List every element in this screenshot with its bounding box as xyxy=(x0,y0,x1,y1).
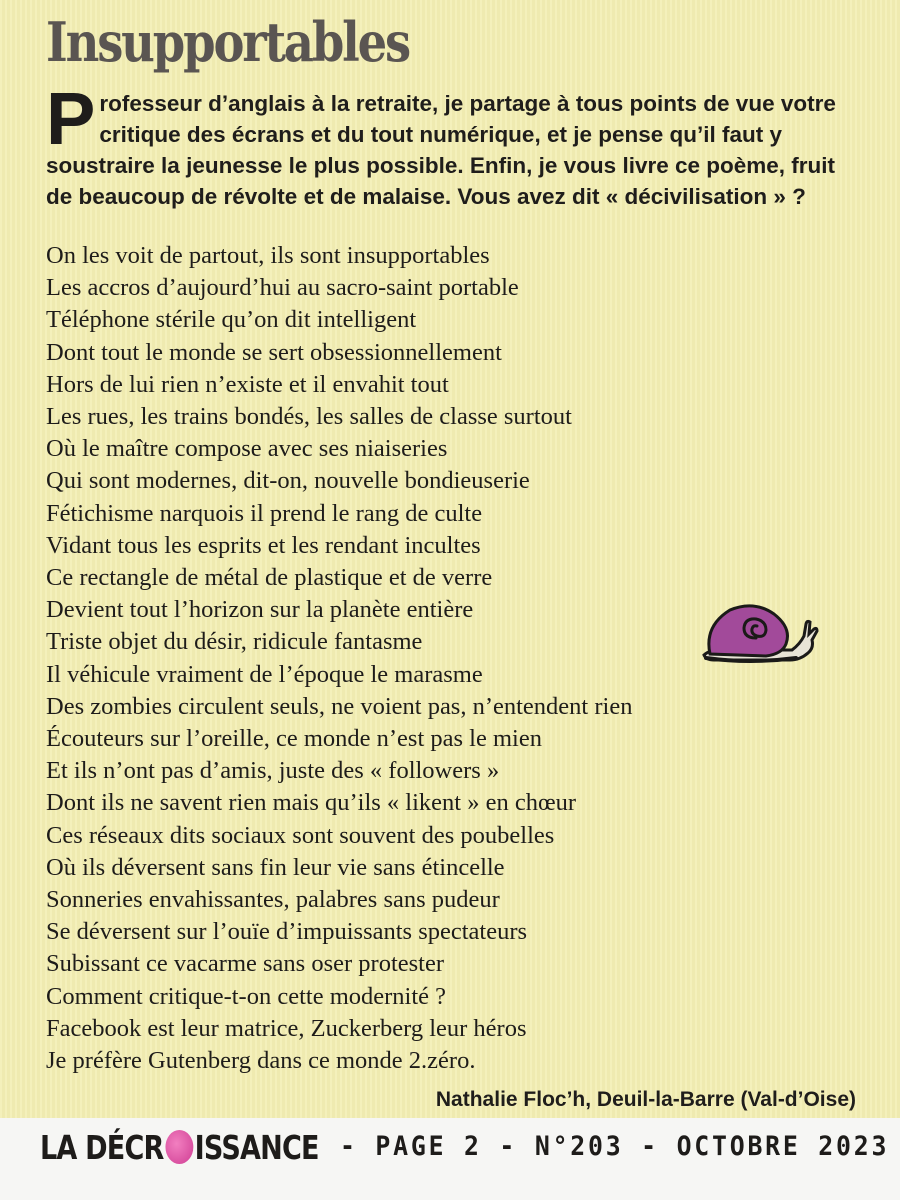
poem-line: Dont tout le monde se sert obsessionnellement xyxy=(46,338,502,366)
poem-line: Ces réseaux dits sociaux sont souvent des poubelles xyxy=(46,821,555,849)
author-signature: Nathalie Floc’h, Deuil-la-Barre (Val-d’Oise) xyxy=(435,1088,856,1111)
poem-line: Les accros d’aujourd’hui au sacro-saint portable xyxy=(46,274,519,302)
poem-line: Et ils n’ont pas d’amis, juste des « followers » xyxy=(46,757,500,785)
poem-line: Devient tout l’horizon sur la planète entière xyxy=(46,596,474,624)
poem-line: Facebook est leur matrice, Zuckerberg leur héros xyxy=(46,1014,527,1042)
poem-line: Dont ils ne savent rien mais qu’ils « likent » en chœur xyxy=(46,789,577,817)
poem-line: Hors de lui rien n’existe et il envahit tout xyxy=(46,370,449,398)
logo-dot-icon xyxy=(165,1130,193,1164)
poem-line: Vidant tous les esprits et les rendant incultes xyxy=(46,531,481,559)
poem-line: Où le maître compose avec ses niaiseries xyxy=(46,435,448,463)
poem-line: Comment critique-t-on cette modernité ? xyxy=(46,982,447,1010)
poem-line: Fétichisme narquois il prend le rang de culte xyxy=(46,499,483,527)
article-title: Insupportables xyxy=(46,10,410,74)
poem-line: Sonneries envahissantes, palabres sans pudeur xyxy=(46,886,500,914)
poem-line: Des zombies circulent seuls, ne voient pas, n’entendent rien xyxy=(46,692,633,720)
poem-line: Se déversent sur l’ouïe d’impuissants spectateurs xyxy=(46,918,528,946)
poem-line: Les rues, les trains bondés, les salles de classe surtout xyxy=(46,403,572,431)
snail-icon xyxy=(700,598,824,666)
poem-line: Triste objet du désir, ridicule fantasme xyxy=(46,628,423,656)
page-info: - PAGE 2 - N°203 - OCTOBRE 2023 xyxy=(340,1131,890,1162)
poem-line: Où ils déversent sans fin leur vie sans étincelle xyxy=(46,853,505,881)
poem-line: Il véhicule vraiment de l’époque le marasme xyxy=(46,660,483,688)
intro-text: rofesseur d’anglais à la retraite, je partage à tous points de vue votre critique des écrans et du tout numérique, et je pense qu’il faut y soustraire la jeunesse le plus possible. Enfin, je vous livre ce poème, fruit de beaucoup de révolte et de malaise. Vous avez dit « décivilisation » ? xyxy=(46,91,836,209)
poem-line: Téléphone stérile qu’on dit intelligent xyxy=(46,306,417,334)
poem-line: Qui sont modernes, dit-on, nouvelle bondieuserie xyxy=(46,467,530,495)
poem-line: Je préfère Gutenberg dans ce monde 2.zéro. xyxy=(46,1047,476,1075)
logo-text-end: ISSANCE xyxy=(194,1128,319,1167)
poem-line: Ce rectangle de métal de plastique et de verre xyxy=(46,564,493,592)
publication-logo xyxy=(40,1128,319,1167)
poem-line: Subissant ce vacarme sans oser protester xyxy=(46,950,444,978)
drop-cap: P xyxy=(46,77,96,160)
poem-line: On les voit de partout, ils sont insupportables xyxy=(46,242,490,269)
logo-text-start: LA DÉCR xyxy=(40,1128,164,1167)
poem-line: Écouteurs sur l’oreille, ce monde n’est pas le mien xyxy=(46,725,542,753)
article-intro xyxy=(46,77,856,212)
